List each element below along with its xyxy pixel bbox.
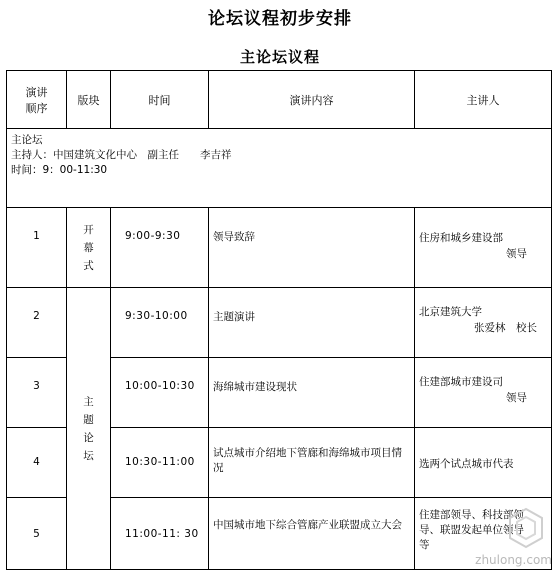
- time-cell: 9:30-10:00: [111, 288, 209, 358]
- forum-info-row: [7, 129, 552, 208]
- content-cell: 中国城市地下综合管廊产业联盟成立大会: [209, 498, 415, 570]
- section-opening-cell: [67, 208, 111, 288]
- speaker-cell: [415, 358, 552, 428]
- watermark-text: zhulong.com: [475, 553, 552, 567]
- section-char: 开: [83, 223, 94, 236]
- section-char: 式: [83, 259, 94, 272]
- section-char: 坛: [83, 449, 94, 462]
- header-time: 时间: [111, 71, 209, 129]
- speaker-line: 等: [419, 539, 430, 551]
- order-cell: 4: [7, 428, 67, 498]
- content-cell: 领导致辞: [209, 208, 415, 288]
- table-row: [7, 208, 552, 288]
- content-cell: 试点城市介绍地下管廊和海绵城市项目情况: [209, 428, 415, 498]
- speaker-line: 领导: [506, 248, 527, 260]
- speaker-line: 住建部城市建设司: [419, 376, 503, 388]
- order-cell: 1: [7, 208, 67, 288]
- speaker-cell: 选两个试点城市代表: [415, 428, 552, 498]
- order-cell: 2: [7, 288, 67, 358]
- order-cell: 5: [7, 498, 67, 570]
- header-order-line2: 顺序: [25, 101, 48, 115]
- page-title: 论坛议程初步安排: [208, 9, 352, 29]
- header-content: 演讲内容: [209, 71, 415, 129]
- table-row: [7, 288, 552, 358]
- header-order: [7, 71, 67, 129]
- speaker-line: 北京建筑大学: [419, 306, 482, 318]
- section-char: 幕: [83, 241, 94, 254]
- forum-info-cell: [7, 129, 552, 208]
- forum-time: 时间：9：00-11:30: [11, 164, 108, 176]
- section-char: 题: [83, 413, 94, 426]
- section-char: 论: [83, 431, 94, 444]
- speaker-line: 住建部领导、科技部领: [419, 509, 524, 521]
- time-cell: 9:00-9:30: [111, 208, 209, 288]
- header-order-line1: 演讲: [25, 85, 48, 99]
- forum-host: 主持人：中国建筑文化中心 副主任 李吉祥: [11, 149, 232, 161]
- speaker-cell: [415, 288, 552, 358]
- time-cell: 11:00-11: 30: [111, 498, 209, 570]
- speaker-line: 住房和城乡建设部: [419, 232, 503, 244]
- time-cell: 10:00-10:30: [111, 358, 209, 428]
- watermark-logo-icon: [506, 507, 546, 551]
- speaker-line: 导、联盟发起单位领导: [419, 524, 524, 536]
- section-theme-cell: [67, 288, 111, 570]
- forum-name: 主论坛: [11, 134, 43, 146]
- section-title: 主论坛议程: [239, 48, 320, 66]
- time-cell: 10:30-11:00: [111, 428, 209, 498]
- speaker-line: 领导: [506, 392, 527, 404]
- agenda-table: [6, 70, 552, 570]
- content-cell: 主题演讲: [209, 288, 415, 358]
- header-speaker: 主讲人: [415, 71, 552, 129]
- speaker-cell: [415, 208, 552, 288]
- speaker-line: 张爱林 校长: [474, 322, 537, 334]
- section-char: 主: [83, 395, 94, 408]
- content-cell: 海绵城市建设现状: [209, 358, 415, 428]
- table-header-row: [7, 71, 552, 129]
- header-section: 版块: [67, 71, 111, 129]
- order-cell: 3: [7, 358, 67, 428]
